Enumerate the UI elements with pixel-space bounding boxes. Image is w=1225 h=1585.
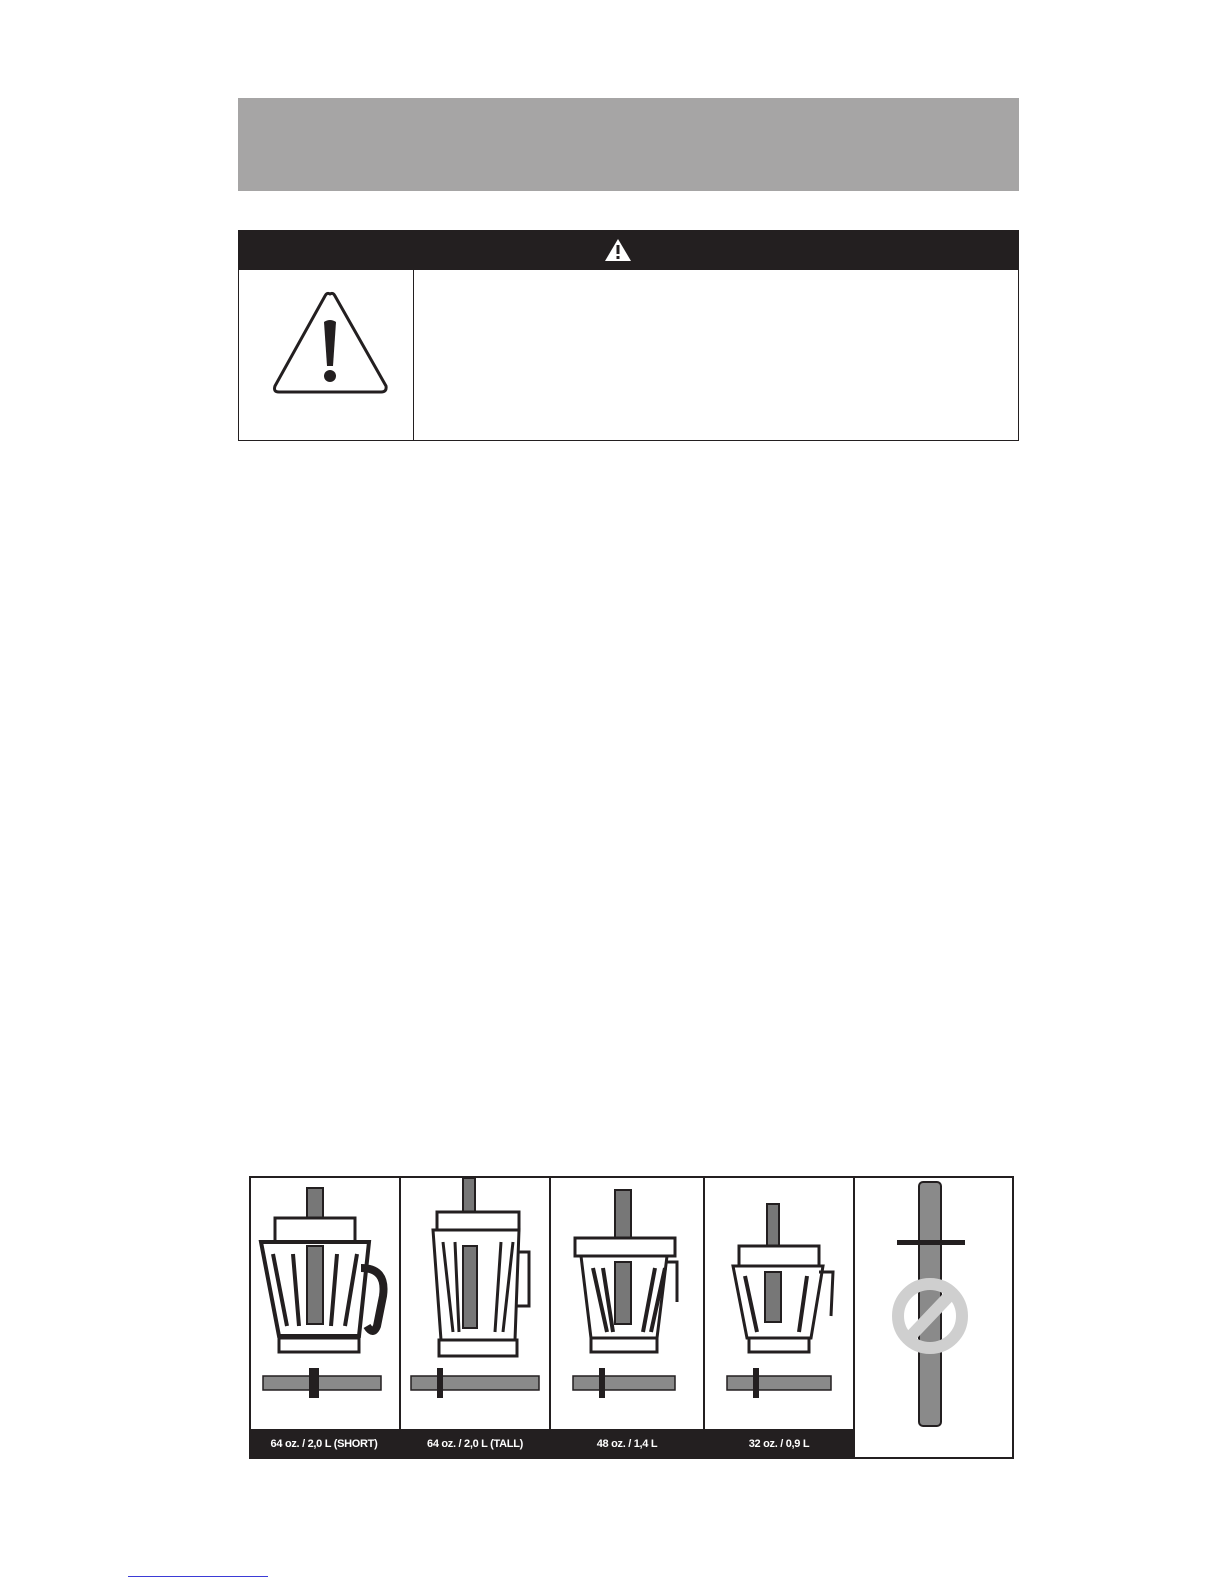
warning-header [238, 230, 1019, 270]
caption-48oz: 48 oz. / 1,4 L [551, 1429, 703, 1459]
panel-tamper [853, 1176, 1014, 1459]
section-header-bar [238, 98, 1019, 191]
panel-48oz [549, 1176, 703, 1459]
container-64oz-tall-icon [401, 1176, 549, 1459]
container-64oz-short-icon [249, 1176, 399, 1459]
warning-box [238, 230, 1019, 441]
caption-32oz: 32 oz. / 0,9 L [705, 1429, 853, 1459]
warning-small-icon [604, 238, 632, 262]
panel-64oz-tall [399, 1176, 549, 1459]
tamper-prohibited-icon [855, 1176, 1014, 1459]
warning-icon-cell [239, 270, 414, 440]
warning-triangle-icon [269, 288, 391, 398]
caption-64oz-tall: 64 oz. / 2,0 L (TALL) [401, 1429, 549, 1459]
warning-text-cell [414, 270, 1018, 440]
container-compatibility-figure [249, 1176, 1014, 1459]
container-32oz-icon [705, 1176, 853, 1459]
container-48oz-icon [551, 1176, 703, 1459]
panel-64oz-short [249, 1176, 399, 1459]
footer-link-underline[interactable] [128, 1576, 268, 1577]
panel-32oz [703, 1176, 853, 1459]
caption-64oz-short: 64 oz. / 2,0 L (SHORT) [249, 1429, 399, 1459]
